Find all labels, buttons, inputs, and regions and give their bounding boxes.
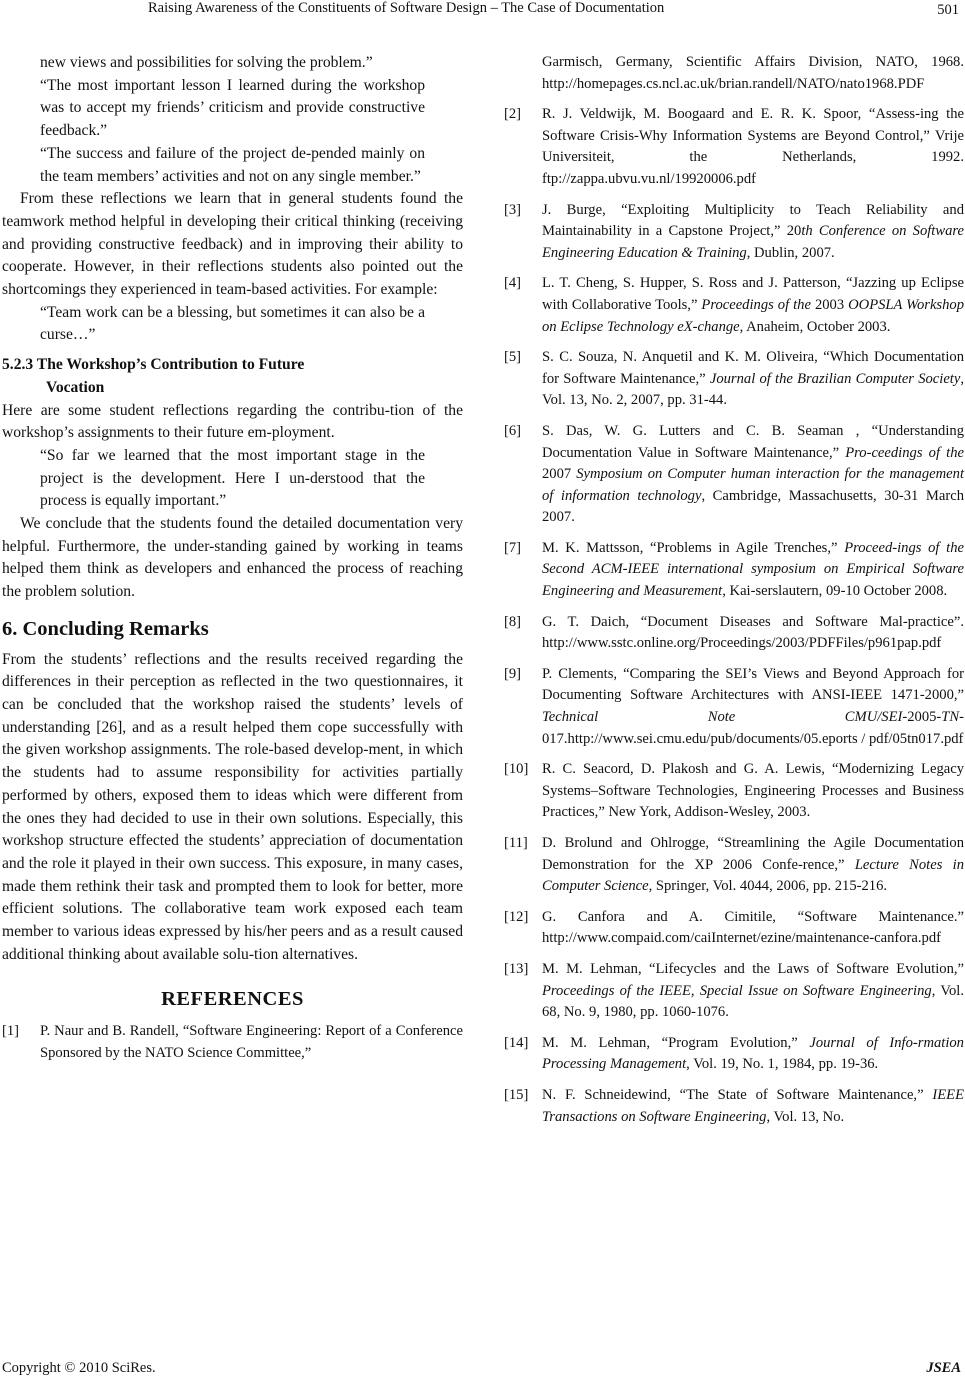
quote-text: new views and possibilities for solving the problem.”	[40, 54, 373, 71]
quote-text: “So far we learned that the most important stage in the project is the development. Here I un-derstood that the process is equally important.”	[40, 446, 425, 510]
reference-number: [8]	[504, 613, 522, 630]
journal-abbrev: JSEA	[926, 1360, 961, 1376]
reference-text: R. J. Veldwijk, M. Boogaard and E. R. K. Spoor, “Assess-ing the Software Crisis-Why Information Systems are Beyond Control,” Vrije Universiteit, the Netherlands, 1992. ftp://zappa.ubvu.vu.nl/19920006.pdf	[542, 106, 964, 187]
reference-text: P. Clements, “Comparing the SEI’s Views and Beyond Approach for Documenting Software Architectures with ANSI-IEEE 1471-2000,”	[542, 665, 964, 704]
body-paragraph: From the students’ reflections and the results received regarding the differences in their perception as reflected in the two questionnaires, it can be concluded that the workshop raised the students’ levels of understanding [26], and as a result helped them cope successfully with the given workshop assignments. The role-based develop-ment, in which the students had to assume responsibility for activities partially performed by others, exposed them to ideas which were different from the ones they had decided to use in their own solutions. Especially, this workshop structure effected the students’ appreciation of documentation and the role it played in their own success. This exposure, in many cases, made them rethink their task and prompted them to look for better, more efficient solutions. The collaborative team work exposed each team member to various ideas expressed by his/her peers and as a result caused additional thinking about available solu-tion alternatives.	[2, 650, 463, 963]
references-heading: REFERENCES	[161, 988, 304, 1011]
quote-text: “Team work can be a blessing, but sometimes it can also be a curse…”	[40, 303, 425, 344]
reference-number: [1]	[2, 1023, 20, 1040]
reference-text: , Kai-serslautern, 09-10 October 2008.	[722, 583, 948, 600]
copyright-text: Copyright © 2010 SciRes.	[2, 1360, 156, 1376]
reference-italic-text: TN-	[941, 709, 964, 726]
reference-item	[504, 347, 964, 412]
reference-item	[504, 664, 964, 750]
reference-text: N. F. Schneidewind, “The State of Software Maintenance,”	[542, 1086, 933, 1103]
reference-text: , Dublin, 2007.	[746, 244, 835, 261]
reference-italic-text: Symposium on Computer human interaction for the management of information technology	[542, 466, 964, 504]
quote-text: “The success and failure of the project de-pended mainly on the team members’ activities and not on any single member.”	[40, 144, 425, 185]
section-heading-text: 5.2.3 The Workshop’s Contribution to Future	[2, 356, 305, 374]
reference-number: [11]	[504, 835, 528, 851]
reference-number: [3]	[504, 201, 522, 218]
reference-item	[2, 1021, 463, 1064]
reference-text: M. K. Mattsson, “Problems in Agile Trenches,”	[542, 539, 845, 556]
reference-italic-text: Journal of Info-rmation Processing Management	[542, 1034, 964, 1073]
reference-text: Garmisch, Germany, Scientific Affairs Division, NATO, 1968. http://homepages.cs.ncl.ac.uk/brian.randell/NATO/nato1968.PDF	[542, 54, 964, 92]
reference-item	[504, 759, 964, 824]
page-footer	[0, 1356, 965, 1386]
right-column	[504, 52, 964, 1137]
reference-text: , Anaheim, October 2003.	[739, 318, 891, 335]
reference-text: J. Burge, “Exploiting Multiplicity to Teach Reliability and Maintainability in a Capstone Project,” 20	[542, 201, 964, 240]
reference-text: , Vol. 68, No. 9, 1980, pp. 1060-1076.	[542, 982, 964, 1021]
reference-text: G. T. Daich, “Document Diseases and Software Mal-practice”. http://www.sstc.online.org/Proceedings/2003/PDFFiles/p961pap.pdf	[542, 613, 964, 652]
reference-italic-text: th Conference on Software Engineering Education & Training	[542, 223, 965, 261]
body-paragraph: Here are some student reflections regarding the contribu-tion of the workshop’s assignments to their future em-ployment.	[2, 401, 463, 442]
reference-text: M. M. Lehman, “Lifecycles and the Laws of Software Evolution,”	[542, 960, 964, 977]
reference-item	[504, 273, 964, 338]
section-heading-5-2-3	[2, 354, 463, 399]
reference-number: [4]	[504, 275, 522, 292]
reference-text: , Springer, Vol. 4044, 2006, pp. 215-216.	[648, 878, 888, 895]
reference-italic-text: IEEE Transactions on Software Engineering	[542, 1086, 964, 1125]
reference-text: L. T. Cheng, S. Hupper, S. Ross and J. Patterson, “Jazzing up Eclipse with Collaborative Tools,”	[542, 275, 964, 313]
reference-text: S. Das, W. G. Lutters and C. B. Seaman , “Understanding Documentation Value in Software Maintenance,”	[542, 422, 964, 461]
reference-item	[504, 612, 964, 655]
reference-item	[504, 200, 964, 265]
reference-number: [6]	[504, 422, 522, 439]
reference-number: [13]	[504, 960, 529, 977]
section-heading-text-cont: Vocation	[46, 378, 105, 396]
reference-number: [5]	[504, 349, 522, 366]
reference-item-continued	[504, 52, 964, 95]
reference-number: [2]	[504, 106, 522, 123]
reference-italic-text: Proceedings of the IEEE, Special Issue on Software Engineering	[542, 982, 932, 999]
reference-number: [15]	[504, 1086, 529, 1103]
quote-text: “The most important lesson I learned during the workshop was to accept my friends’ criticism and provide constructive feedback.”	[40, 76, 425, 140]
body-paragraph: From these reflections we learn that in general students found the teamwork method helpful in developing their critical thinking (receiving and providing constructive feedback) and in improving their ability to cooperate. However, in their reflections students also pointed out the shortcomings they experienced in team-based activities. For example:	[2, 190, 463, 299]
body-paragraph: We conclude that the students found the detailed documentation very helpful. Furthermore, the under-standing gained by working in teams helped them think as developers and enhanced the process of reaching the problem solution.	[2, 515, 463, 601]
reference-italic-text: OOPSLA Workshop on Eclipse Technology eX-change	[542, 296, 965, 335]
reference-text: , Vol. 13, No.	[766, 1108, 845, 1125]
reference-number: [14]	[504, 1034, 529, 1051]
references-list	[504, 104, 964, 1128]
reference-text: G. Canfora and A. Cimitile, “Software Maintenance.” http://www.compaid.com/caiInternet/ezine/maintenance-canfora.pdf	[542, 908, 964, 947]
reference-number: [10]	[504, 761, 529, 778]
section-heading-6: 6. Concluding Remarks	[2, 617, 209, 640]
reference-italic-text: Pro-ceedings of the	[845, 444, 964, 461]
reference-text: P. Naur and B. Randell, “Software Engineering: Report of a Conference Sponsored by the NATO Science Committee,”	[40, 1023, 463, 1061]
reference-item	[504, 1033, 964, 1076]
reference-text: , Cambridge, Massachusetts, 30-31 March 2007.	[542, 487, 964, 526]
reference-number: [7]	[504, 539, 522, 556]
reference-text: 017.http://www.sei.cmu.edu/pub/documents/05.eports / pdf/05tn017.pdf	[542, 730, 964, 747]
reference-number: [12]	[504, 908, 529, 925]
reference-item	[504, 833, 964, 898]
reference-italic-text: Lecture Notes in Computer Science	[542, 856, 965, 895]
reference-text: R. C. Seacord, D. Plakosh and G. A. Lewis, “Modernizing Legacy Systems–Software Technologies, Engineering Processes and Business Practices,” New York, Addison-Wesley, 2003.	[542, 761, 964, 821]
reference-text: 2007	[542, 466, 577, 483]
left-column	[2, 52, 463, 1073]
reference-item	[504, 104, 964, 190]
reference-text: M. M. Lehman, “Program Evolution,”	[542, 1034, 810, 1051]
reference-text: 2003	[810, 296, 849, 313]
reference-text: , Vol. 13, No. 2, 2007, pp. 31-44.	[542, 370, 964, 409]
reference-item	[504, 1085, 964, 1128]
reference-italic-text: Journal of the Brazilian Computer Society	[709, 370, 961, 387]
reference-item	[504, 959, 964, 1024]
reference-item	[504, 538, 964, 603]
reference-text: 2005-	[907, 709, 942, 726]
reference-number: [9]	[504, 665, 522, 682]
reference-italic-text: Proceed-ings of the Second ACM-IEEE international symposium on Empirical Software Engineering and Measurement	[542, 539, 965, 600]
reference-item	[504, 421, 964, 529]
page-header	[0, 0, 965, 22]
reference-text: , Vol. 19, No. 1, 1984, pp. 19-36.	[686, 1056, 879, 1073]
page-number: 501	[937, 2, 959, 18]
running-title: Raising Awareness of the Constituents of Software Design – The Case of Documentation	[148, 0, 665, 16]
reference-text: D. Brolund and Ohlrogge, “Streamlining the Agile Documentation Demonstration for the XP 2006 Confe-rence,”	[542, 835, 964, 873]
reference-italic-text: Technical Note CMU/SEI-	[542, 709, 908, 726]
reference-italic-text: Proceedings of the	[701, 296, 811, 313]
reference-item	[504, 907, 964, 950]
reference-text: S. C. Souza, N. Anquetil and K. M. Oliveira, “Which Documentation for Software Maintenance,”	[542, 349, 964, 387]
